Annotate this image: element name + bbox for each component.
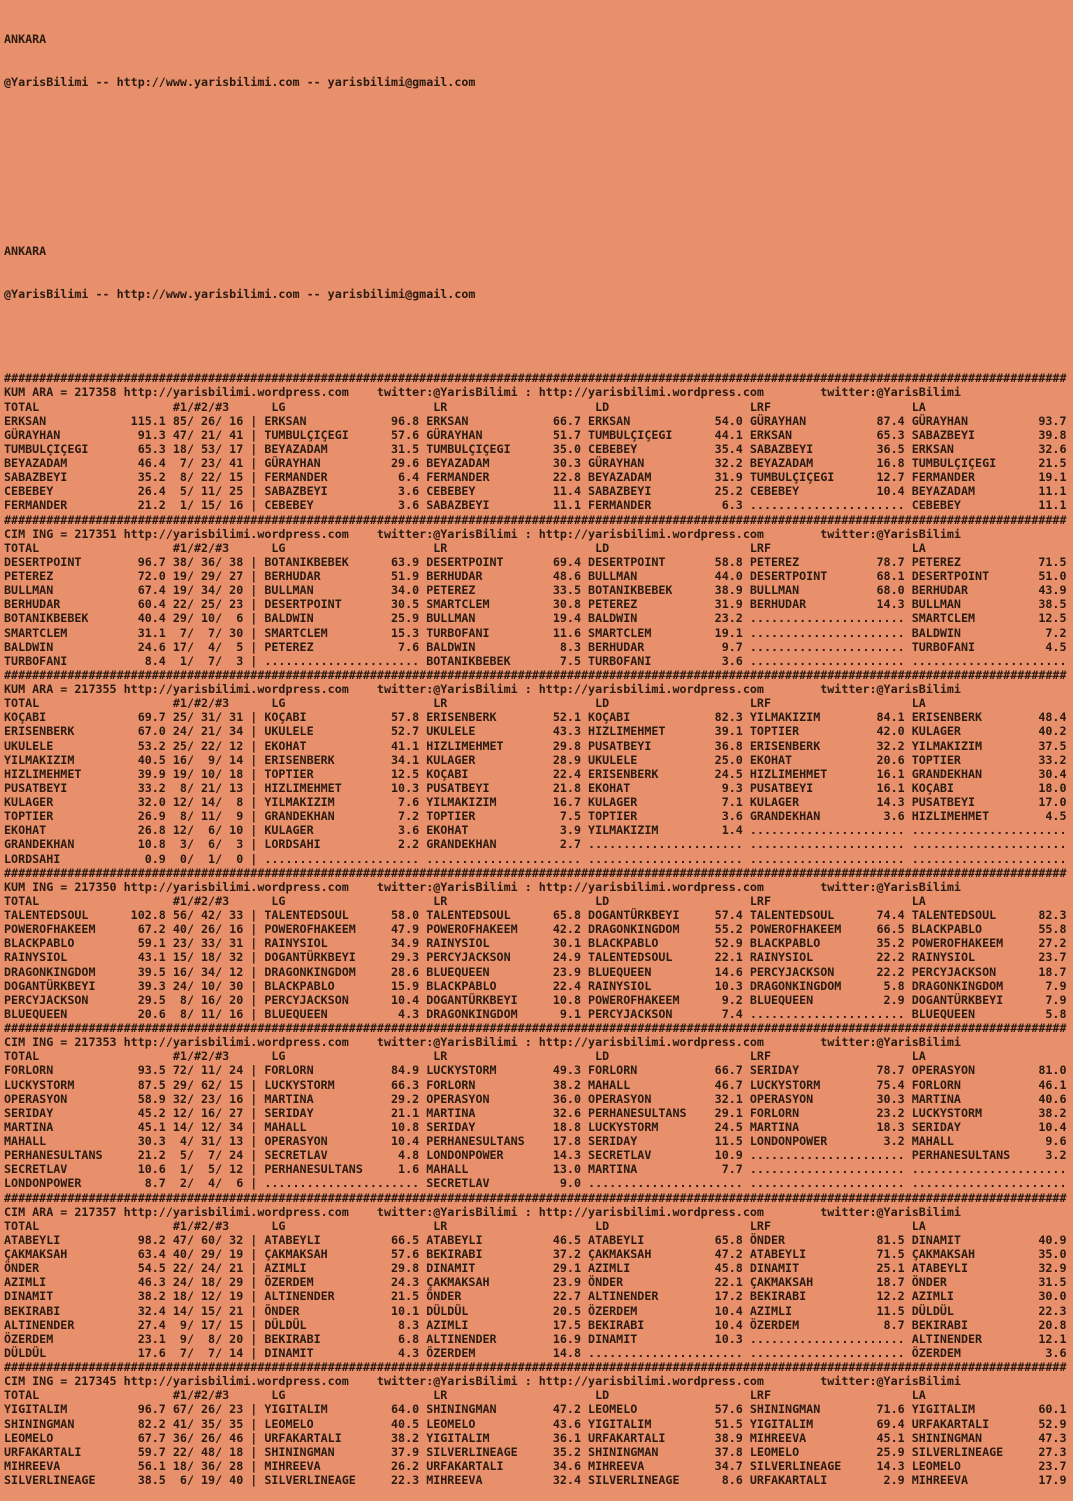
report-section (4, 1191, 1073, 1361)
report-row: YIGITALIM 96.7 67/ 26/ 23 | YIGITALIM 64.0 SHININGMAN 47.2 LEOMELO 57.6 SHININGMAN 71.6 YIGITALIM 60.1 (4, 1402, 1067, 1417)
report-row: RAINYSIOL 43.1 15/ 18/ 32 | DOGANTÜRKBEYI 29.3 PERCYJACKSON 24.9 TALENTEDSOUL 22.1 RAINYSIOL 22.2 RAINYSIOL 23.7 (4, 950, 1067, 965)
column-header: TOTAL #1/#2/#3 LG LR LD LRF LA (4, 1388, 926, 1403)
report-row: PETEREZ 72.0 19/ 29/ 27 | BERHUDAR 51.9 BERHUDAR 48.6 BULLMAN 44.0 DESERTPOINT 68.1 DESERTPOINT 51.0 (4, 569, 1067, 583)
report-row: ATABEYLI 98.2 47/ 60/ 32 | ATABEYLI 66.5 ATABEYLI 46.5 ATABEYLI 65.8 ÖNDER 81.5 DINAMIT 40.9 (4, 1232, 1067, 1247)
report-row: GÜRAYHAN 91.3 47/ 21/ 41 | TUMBULÇIÇEGI 57.6 GÜRAYHAN 51.7 TUMBULÇIÇEGI 44.1 ERKSAN 65.3 SABAZBEYI 39.8 (4, 427, 1067, 442)
blank-line (4, 329, 1073, 343)
report-row: PUSATBEYI 33.2 8/ 21/ 13 | HIZLIMEHMET 10.3 PUSATBEYI 21.8 EKOHAT 9.3 PUSATBEYI 16.1 KOÇABI 18.0 (4, 780, 1067, 795)
report-row: DESERTPOINT 96.7 38/ 36/ 38 | BOTANIKBEBEK 63.9 DESERTPOINT 69.4 DESERTPOINT 58.8 PETEREZ 78.7 PETEREZ 71.5 (4, 554, 1067, 569)
report-row: TOPTIER 26.9 8/ 11/ 9 | GRANDEKHAN 7.2 TOPTIER 7.5 TOPTIER 3.6 GRANDEKHAN 3.6 HIZLIMEHMET 4.5 (4, 809, 1067, 824)
report-row: SECRETLAV 10.6 1/ 5/ 12 | PERHANESULTANS 1.6 MAHALL 13.0 MARTINA 7.7 ...................... ...................... (4, 1162, 1067, 1177)
report-row: ERISENBERK 67.0 24/ 21/ 34 | UKULELE 52.7 UKULELE 43.3 HIZLIMEHMET 39.1 TOPTIER 42.0 KULAGER 40.2 (4, 724, 1067, 739)
report-row: LUCKYSTORM 87.5 29/ 62/ 15 | LUCKYSTORM 66.3 FORLORN 38.2 MAHALL 46.7 LUCKYSTORM 75.4 FORLORN 46.1 (4, 1077, 1067, 1092)
report-section (4, 1360, 1073, 1487)
separator-line: ####################################################################################################################################################### (4, 865, 1067, 880)
report-row: BEKIRABI 32.4 14/ 15/ 21 | ÖNDER 10.1 DÜLDÜL 20.5 ÖZERDEM 10.4 AZIMLI 11.5 DÜLDÜL 22.3 (4, 1303, 1067, 1318)
report-row: SMARTCLEM 31.1 7/ 7/ 30 | SMARTCLEM 15.3 TURBOFANI 11.6 SMARTCLEM 19.1 ...................... BALDWIN 7.2 (4, 625, 1067, 640)
separator-line: ####################################################################################################################################################### (4, 512, 1067, 527)
report-row: ÇAKMAKSAH 63.4 40/ 29/ 19 | ÇAKMAKSAH 57.6 BEKIRABI 37.2 ÇAKMAKSAH 47.2 ATABEYLI 71.5 ÇAKMAKSAH 35.0 (4, 1247, 1067, 1261)
report-row: EKOHAT 26.8 12/ 6/ 10 | KULAGER 3.6 EKOHAT 3.9 YILMAKIZIM 1.4 ...................... ...................... (4, 823, 1067, 838)
report-row: BLUEQUEEN 20.6 8/ 11/ 16 | BLUEQUEEN 4.3 DRAGONKINGDOM 9.1 PERCYJACKSON 7.4 ...................... BLUEQUEEN 5.8 (4, 1006, 1067, 1021)
column-header: TOTAL #1/#2/#3 LG LR LD LRF LA (4, 1049, 926, 1064)
report-row: DRAGONKINGDOM 39.5 16/ 34/ 12 | DRAGONKINGDOM 28.6 BLUEQUEEN 23.9 BLUEQUEEN 14.6 PERCYJACKSON 22.2 PERCYJACKSON 18.7 (4, 964, 1067, 979)
section-title: KUM ARA = 217358 http://yarisbilimi.wordpress.com twitter:@YarisBilimi : http://yarisbilimi.wordpress.com twitter:@YarisBilimi (4, 385, 961, 400)
report-row: KULAGER 32.0 12/ 14/ 8 | YILMAKIZIM 7.6 YILMAKIZIM 16.7 KULAGER 7.1 KULAGER 14.3 PUSATBEYI 17.0 (4, 795, 1067, 809)
report-row: ÖZERDEM 23.1 9/ 8/ 20 | BEKIRABI 6.8 ALTINENDER 16.9 DINAMIT 10.3 ...................... ALTINENDER 12.1 (4, 1331, 1067, 1346)
report-row: BALDWIN 24.6 17/ 4/ 5 | PETEREZ 7.6 BALDWIN 8.3 BERHUDAR 9.7 ...................... TURBOFANI 4.5 (4, 639, 1067, 654)
report-row: PERCYJACKSON 29.5 8/ 16/ 20 | PERCYJACKSON 10.4 DOGANTÜRKBEYI 10.8 POWEROFHAKEEM 9.2 BLUEQUEEN 2.9 DOGANTÜRKBEYI 7.9 (4, 992, 1067, 1007)
report-row: ÖNDER 54.5 22/ 24/ 21 | AZIMLI 29.8 DINAMIT 29.1 AZIMLI 45.8 DINAMIT 25.1 ATABEYLI 32.9 (4, 1261, 1067, 1276)
report-row: LEOMELO 67.7 36/ 26/ 46 | URFAKARTALI 38.2 YIGITALIM 36.1 URFAKARTALI 38.9 MIHREEVA 45.1 SHININGMAN 47.3 (4, 1430, 1067, 1445)
separator-line: ####################################################################################################################################################### (4, 1190, 1067, 1205)
blank-line (4, 117, 1073, 131)
column-header: TOTAL #1/#2/#3 LG LR LD LRF LA (4, 399, 926, 414)
report-row: BLACKPABLO 59.1 23/ 33/ 31 | RAINYSIOL 34.9 RAINYSIOL 30.1 BLACKPABLO 52.9 BLACKPABLO 35.2 POWEROFHAKEEM 27.2 (4, 936, 1067, 951)
section-title: CIM ING = 217351 http://yarisbilimi.wordpress.com twitter:@YarisBilimi : http://yarisbilimi.wordpress.com twitter:@YarisBilimi (4, 526, 961, 541)
report-row: BEYAZADAM 46.4 7/ 23/ 41 | GÜRAYHAN 29.6 BEYAZADAM 30.3 GÜRAYHAN 32.2 BEYAZADAM 16.8 TUMBULÇIÇEGI 21.5 (4, 456, 1067, 470)
report-section (4, 1021, 1073, 1191)
column-header: TOTAL #1/#2/#3 LG LR LD LRF LA (4, 540, 926, 555)
section-title: KUM ARA = 217355 http://yarisbilimi.wordpress.com twitter:@YarisBilimi : http://yarisbilimi.wordpress.com twitter:@YarisBilimi (4, 682, 961, 696)
report-row: SABAZBEYI 35.2 8/ 22/ 15 | FERMANDER 6.4 FERMANDER 22.8 BEYAZADAM 31.9 TUMBULÇIÇEGI 12.7 FERMANDER 19.1 (4, 470, 1067, 485)
report-row: MAHALL 30.3 4/ 31/ 13 | OPERASYON 10.4 PERHANESULTANS 17.8 SERIDAY 11.5 LONDONPOWER 3.2 MAHALL 9.6 (4, 1134, 1067, 1148)
report-row: LORDSAHI 0.9 0/ 1/ 0 | ...................... ...................... ...................... ...................... ...................... (4, 851, 1067, 866)
separator-line: ####################################################################################################################################################### (4, 1021, 1067, 1035)
report-row: OPERASYON 58.9 32/ 23/ 16 | MARTINA 29.2 OPERASYON 36.0 OPERASYON 32.1 OPERASYON 30.3 MARTINA 40.6 (4, 1091, 1067, 1106)
blank-line (4, 159, 1073, 173)
report-row: FORLORN 93.5 72/ 11/ 24 | FORLORN 84.9 LUCKYSTORM 49.3 FORLORN 66.7 SERIDAY 78.7 OPERASYON 81.0 (4, 1063, 1067, 1078)
report-row: ERKSAN 115.1 85/ 26/ 16 | ERKSAN 96.8 ERKSAN 66.7 ERKSAN 54.0 GÜRAYHAN 87.4 GÜRAYHAN 93.7 (4, 413, 1067, 428)
report-row: DÜLDÜL 17.6 7/ 7/ 14 | DINAMIT 4.3 ÖZERDEM 14.8 ...................... ...................... ÖZERDEM 3.6 (4, 1345, 1067, 1360)
section-title: KUM ING = 217350 http://yarisbilimi.wordpress.com twitter:@YarisBilimi : http://yarisbilimi.wordpress.com twitter:@YarisBilimi (4, 879, 961, 894)
report-row: SERIDAY 45.2 12/ 16/ 27 | SERIDAY 21.1 MARTINA 32.6 PERHANESULTANS 29.1 FORLORN 23.2 LUCKYSTORM 38.2 (4, 1105, 1067, 1120)
report-row: DINAMIT 38.2 18/ 12/ 19 | ALTINENDER 21.5 ÖNDER 22.7 ALTINENDER 17.2 BEKIRABI 12.2 AZIMLI 30.0 (4, 1289, 1067, 1304)
report-row: KOÇABI 69.7 25/ 31/ 31 | KOÇABI 57.8 ERISENBERK 52.1 KOÇABI 82.3 YILMAKIZIM 84.1 ERISENBERK 48.4 (4, 710, 1067, 725)
section-title: CIM ING = 217353 http://yarisbilimi.wordpress.com twitter:@YarisBilimi : http://yarisbilimi.wordpress.com twitter:@YarisBilimi (4, 1035, 961, 1050)
report-row: CEBEBEY 26.4 5/ 11/ 25 | SABAZBEYI 3.6 CEBEBEY 11.4 SABAZBEYI 25.2 CEBEBEY 10.4 BEYAZADAM 11.1 (4, 484, 1067, 499)
report-body (4, 371, 1073, 1487)
report-section (4, 668, 1073, 866)
separator-line: ####################################################################################################################################################### (4, 371, 1067, 386)
report-row: FERMANDER 21.2 1/ 15/ 16 | CEBEBEY 3.6 SABAZBEYI 11.1 FERMANDER 6.3 ...................... CEBEBEY 11.1 (4, 498, 1067, 513)
city-line: ANKARA (4, 32, 47, 47)
report-row: DOGANTÜRKBEYI 39.3 24/ 10/ 30 | BLACKPABLO 15.9 BLACKPABLO 22.4 RAINYSIOL 10.3 DRAGONKINGDOM 5.8 DRAGONKINGDOM 7.9 (4, 978, 1067, 993)
report-row: MIHREEVA 56.1 18/ 36/ 28 | MIHREEVA 26.2 URFAKARTALI 34.6 MIHREEVA 34.7 SILVERLINEAGE 14.3 LEOMELO 23.7 (4, 1458, 1067, 1473)
report-row: TUMBULÇIÇEGI 65.3 18/ 53/ 17 | BEYAZADAM 31.5 TUMBULÇIÇEGI 35.0 CEBEBEY 35.4 SABAZBEYI 36.5 ERKSAN 32.6 (4, 441, 1067, 456)
credit-line: @YarisBilimi -- http://www.yarisbilimi.com -- yarisbilimi@gmail.com (4, 74, 476, 89)
report-row: SHININGMAN 82.2 41/ 35/ 35 | LEOMELO 40.5 LEOMELO 43.6 YIGITALIM 51.5 YIGITALIM 69.4 URFAKARTALI 52.9 (4, 1416, 1067, 1431)
report-row: TURBOFANI 8.4 1/ 7/ 3 | ...................... BOTANIKBEBEK 7.5 TURBOFANI 3.6 ...................... ...................... (4, 653, 1067, 668)
separator-line: ####################################################################################################################################################### (4, 1360, 1067, 1374)
report-row: BOTANIKBEBEK 40.4 29/ 10/ 6 | BALDWIN 25.9 BULLMAN 19.4 BALDWIN 23.2 ...................... SMARTCLEM 12.5 (4, 611, 1067, 626)
report-row: AZIMLI 46.3 24/ 18/ 29 | ÖZERDEM 24.3 ÇAKMAKSAH 23.9 ÖNDER 22.1 ÇAKMAKSAH 18.7 ÖNDER 31.5 (4, 1275, 1067, 1290)
report-row: GRANDEKHAN 10.8 3/ 6/ 3 | LORDSAHI 2.2 GRANDEKHAN 2.7 ...................... ...................... ...................... (4, 837, 1067, 852)
section-title: CIM ARA = 217357 http://yarisbilimi.wordpress.com twitter:@YarisBilimi : http://yarisbilimi.wordpress.com twitter:@YarisBilimi (4, 1204, 961, 1219)
report-row: TALENTEDSOUL 102.8 56/ 42/ 33 | TALENTEDSOUL 58.0 TALENTEDSOUL 65.8 DOGANTÜRKBEYI 57.4 TALENTEDSOUL 74.4 TALENTEDSOUL 82.3 (4, 908, 1067, 922)
report-section (4, 371, 1073, 512)
blank-line (4, 202, 1073, 216)
report-section (4, 513, 1073, 668)
report-row: BULLMAN 67.4 19/ 34/ 20 | BULLMAN 34.0 PETEREZ 33.5 BOTANIKBEBEK 38.9 BULLMAN 68.0 BERHUDAR 43.9 (4, 583, 1067, 598)
credit-line-repeat: @YarisBilimi -- http://www.yarisbilimi.com -- yarisbilimi@gmail.com (4, 286, 476, 301)
report-section (4, 866, 1073, 1021)
report-row: ALTINENDER 27.4 9/ 17/ 15 | DÜLDÜL 8.3 AZIMLI 17.5 BEKIRABI 10.4 ÖZERDEM 8.7 BEKIRABI 20.8 (4, 1317, 1067, 1332)
separator-line: ####################################################################################################################################################### (4, 667, 1067, 682)
report-row: HIZLIMEHMET 39.9 19/ 10/ 18 | TOPTIER 12.5 KOÇABI 22.4 ERISENBERK 24.5 HIZLIMEHMET 16.1 GRANDEKHAN 30.4 (4, 766, 1067, 781)
report-row: URFAKARTALI 59.7 22/ 48/ 18 | SHININGMAN 37.9 SILVERLINEAGE 35.2 SHININGMAN 37.8 LEOMELO 25.9 SILVERLINEAGE 27.3 (4, 1444, 1067, 1459)
column-header: TOTAL #1/#2/#3 LG LR LD LRF LA (4, 696, 926, 711)
report-row: UKULELE 53.2 25/ 22/ 12 | EKOHAT 41.1 HIZLIMEHMET 29.8 PUSATBEYI 36.8 ERISENBERK 32.2 YILMAKIZIM 37.5 (4, 738, 1067, 753)
report-row: POWEROFHAKEEM 67.2 40/ 26/ 16 | POWEROFHAKEEM 47.9 POWEROFHAKEEM 42.2 DRAGONKINGDOM 55.2 POWEROFHAKEEM 66.5 BLACKPABLO 55.8 (4, 922, 1067, 937)
report-row: PERHANESULTANS 21.2 5/ 7/ 24 | SECRETLAV 4.8 LONDONPOWER 14.3 SECRETLAV 10.9 ...................... PERHANESULTANS 3.2 (4, 1148, 1067, 1163)
section-title: CIM ING = 217345 http://yarisbilimi.wordpress.com twitter:@YarisBilimi : http://yarisbilimi.wordpress.com twitter:@YarisBilimi (4, 1374, 961, 1389)
report-row: BERHUDAR 60.4 22/ 25/ 23 | DESERTPOINT 30.5 SMARTCLEM 30.8 PETEREZ 31.9 BERHUDAR 14.3 BULLMAN 38.5 (4, 597, 1067, 612)
report-row: MARTINA 45.1 14/ 12/ 34 | MAHALL 10.8 SERIDAY 18.8 LUCKYSTORM 24.5 MARTINA 18.3 SERIDAY 10.4 (4, 1119, 1067, 1134)
city-line-repeat: ANKARA (4, 244, 47, 259)
report-row: LONDONPOWER 8.7 2/ 4/ 6 | ...................... SECRETLAV 9.0 ...................... ...................... ...................... (4, 1176, 1067, 1191)
report-row: YILMAKIZIM 40.5 16/ 9/ 14 | ERISENBERK 34.1 KULAGER 28.9 UKULELE 25.0 EKOHAT 20.6 TOPTIER 33.2 (4, 752, 1067, 767)
column-header: TOTAL #1/#2/#3 LG LR LD LRF LA (4, 893, 926, 908)
report-row: SILVERLINEAGE 38.5 6/ 19/ 40 | SILVERLINEAGE 22.3 MIHREEVA 32.4 SILVERLINEAGE 8.6 URFAKARTALI 2.9 MIHREEVA 17.9 (4, 1473, 1067, 1487)
column-header: TOTAL #1/#2/#3 LG LR LD LRF LA (4, 1218, 926, 1233)
